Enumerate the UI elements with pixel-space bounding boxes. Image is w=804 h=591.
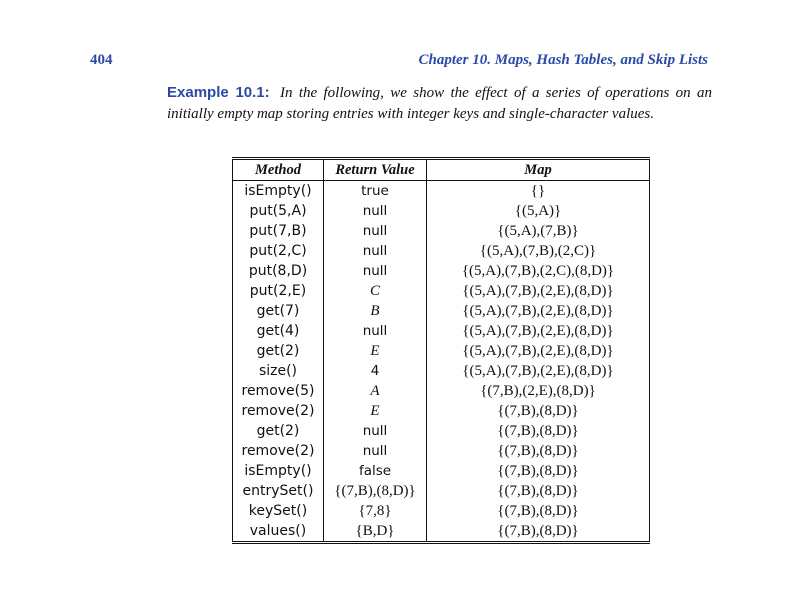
- return-value-cell: B: [324, 301, 427, 321]
- table-row: [233, 181, 650, 202]
- table-row: [233, 261, 650, 281]
- return-value-cell: A: [324, 381, 427, 401]
- map-cell: {(7,B),(8,D)}: [427, 441, 650, 461]
- table-row: [233, 501, 650, 521]
- return-value-cell: null: [324, 201, 427, 221]
- map-cell: {(7,B),(8,D)}: [427, 421, 650, 441]
- return-value-cell: {B,D}: [324, 521, 427, 543]
- table-row: [233, 281, 650, 301]
- map-cell: {(5,A),(7,B),(2,E),(8,D)}: [427, 321, 650, 341]
- example-body: In the following, we show the effect of a series of operations on an initially empty map storing entries with integer keys and single-character values.: [167, 85, 712, 122]
- method-cell: isEmpty(): [244, 463, 312, 479]
- map-cell: {(5,A),(7,B),(2,E),(8,D)}: [427, 301, 650, 321]
- column-header-method: Method: [233, 159, 324, 181]
- method-cell: put(8,D): [248, 263, 308, 279]
- map-cell: {(5,A),(7,B),(2,C)}: [427, 241, 650, 261]
- table-row: [233, 221, 650, 241]
- map-cell: {(7,B),(8,D)}: [427, 501, 650, 521]
- table-row: [233, 441, 650, 461]
- map-cell: {(5,A),(7,B),(2,E),(8,D)}: [427, 281, 650, 301]
- table-row: [233, 481, 650, 501]
- method-cell: keySet(): [248, 503, 308, 519]
- column-header-map: Map: [427, 159, 650, 181]
- return-value-cell: null: [324, 241, 427, 261]
- map-cell: {(5,A),(7,B),(2,C),(8,D)}: [427, 261, 650, 281]
- column-header-return-value: Return Value: [324, 159, 427, 181]
- return-value-cell: null: [324, 421, 427, 441]
- map-cell: {(5,A),(7,B),(2,E),(8,D)}: [427, 341, 650, 361]
- map-cell: {(7,B),(8,D)}: [427, 521, 650, 543]
- method-cell: values(): [249, 523, 307, 539]
- method-cell: put(2,E): [249, 283, 307, 299]
- table-row: [233, 321, 650, 341]
- table-row: [233, 241, 650, 261]
- method-cell: get(4): [256, 323, 300, 339]
- return-value-cell: {7,8}: [324, 501, 427, 521]
- method-cell: remove(2): [241, 403, 315, 419]
- return-value-cell: false: [324, 461, 427, 481]
- map-cell: {(5,A),(7,B)}: [427, 221, 650, 241]
- map-cell: {(5,A),(7,B),(2,E),(8,D)}: [427, 361, 650, 381]
- method-cell: put(2,C): [249, 243, 307, 259]
- table-row: [233, 381, 650, 401]
- return-value-cell: E: [324, 401, 427, 421]
- method-cell: entrySet(): [242, 483, 314, 499]
- return-value-cell: null: [324, 441, 427, 461]
- table-row: [233, 201, 650, 221]
- method-cell: remove(5): [241, 383, 315, 399]
- return-value-cell: {(7,B),(8,D)}: [324, 481, 427, 501]
- method-cell: get(2): [256, 423, 300, 439]
- return-value-cell: null: [324, 321, 427, 341]
- return-value-cell: true: [324, 181, 427, 202]
- method-cell: put(5,A): [249, 203, 307, 219]
- running-head: Chapter 10. Maps, Hash Tables, and Skip Lists: [418, 52, 708, 68]
- return-value-cell: 4: [324, 361, 427, 381]
- table-row: [233, 401, 650, 421]
- table-row: [233, 521, 650, 543]
- operations-table: [232, 157, 650, 544]
- map-cell: {}: [427, 181, 650, 202]
- example-label: Example 10.1:: [167, 84, 270, 101]
- return-value-cell: null: [324, 261, 427, 281]
- map-cell: {(7,B),(8,D)}: [427, 401, 650, 421]
- map-cell: {(7,B),(2,E),(8,D)}: [427, 381, 650, 401]
- map-cell: {(7,B),(8,D)}: [427, 481, 650, 501]
- method-cell: get(2): [256, 343, 300, 359]
- method-cell: put(7,B): [249, 223, 307, 239]
- table-body: [233, 181, 650, 543]
- table-row: [233, 361, 650, 381]
- table-header-row: [233, 159, 650, 181]
- example-paragraph: [167, 82, 712, 125]
- method-cell: get(7): [256, 303, 300, 319]
- return-value-cell: E: [324, 341, 427, 361]
- return-value-cell: C: [324, 281, 427, 301]
- method-cell: size(): [258, 363, 298, 379]
- table-row: [233, 421, 650, 441]
- map-cell: {(7,B),(8,D)}: [427, 461, 650, 481]
- page-number: 404: [90, 52, 113, 68]
- method-cell: isEmpty(): [244, 183, 312, 199]
- table-row: [233, 461, 650, 481]
- method-cell: remove(2): [241, 443, 315, 459]
- table-row: [233, 301, 650, 321]
- table-row: [233, 341, 650, 361]
- map-cell: {(5,A)}: [427, 201, 650, 221]
- return-value-cell: null: [324, 221, 427, 241]
